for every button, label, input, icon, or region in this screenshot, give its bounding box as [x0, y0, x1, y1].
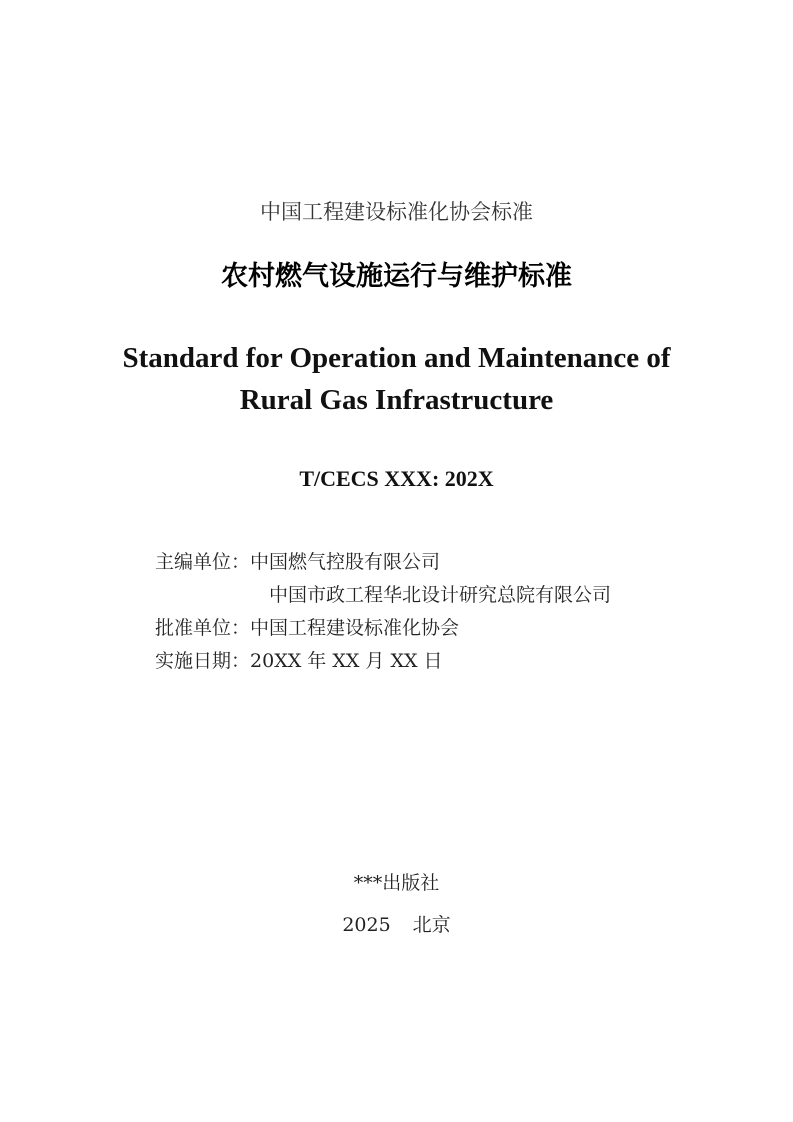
info-block	[155, 546, 611, 678]
publisher: ***出版社	[353, 872, 440, 894]
chief-editor-secondary-row	[155, 579, 611, 612]
publication-city: 北京	[412, 914, 451, 936]
publication-place-year	[0, 910, 793, 937]
standard-code: T/CECS XXX: 202X	[299, 466, 494, 491]
english-title-line-2: Rural Gas Infrastructure	[239, 384, 554, 416]
chief-editor-primary: 中国燃气控股有限公司	[250, 551, 441, 573]
chief-editor-secondary: 中国市政工程华北设计研究总院有限公司	[269, 584, 612, 606]
publication-year: 2025	[342, 914, 391, 936]
effective-date-row	[155, 645, 611, 678]
approver-row	[155, 612, 611, 645]
english-title	[0, 337, 793, 421]
english-title-line-1: Standard for Operation and Maintenance of	[122, 342, 671, 374]
approver-value: 中国工程建设标准化协会	[250, 617, 460, 639]
effective-date-label: 实施日期：	[155, 650, 251, 672]
chief-editor-row	[155, 546, 611, 579]
chief-editor-label: 主编单位：	[155, 551, 251, 573]
organization-standard-line: 中国工程建设标准化协会标准	[260, 200, 533, 224]
chinese-title: 农村燃气设施运行与维护标准	[221, 261, 572, 292]
effective-date-value: 20XX 年 XX 月 XX 日	[250, 650, 443, 672]
approver-label: 批准单位：	[155, 617, 251, 639]
